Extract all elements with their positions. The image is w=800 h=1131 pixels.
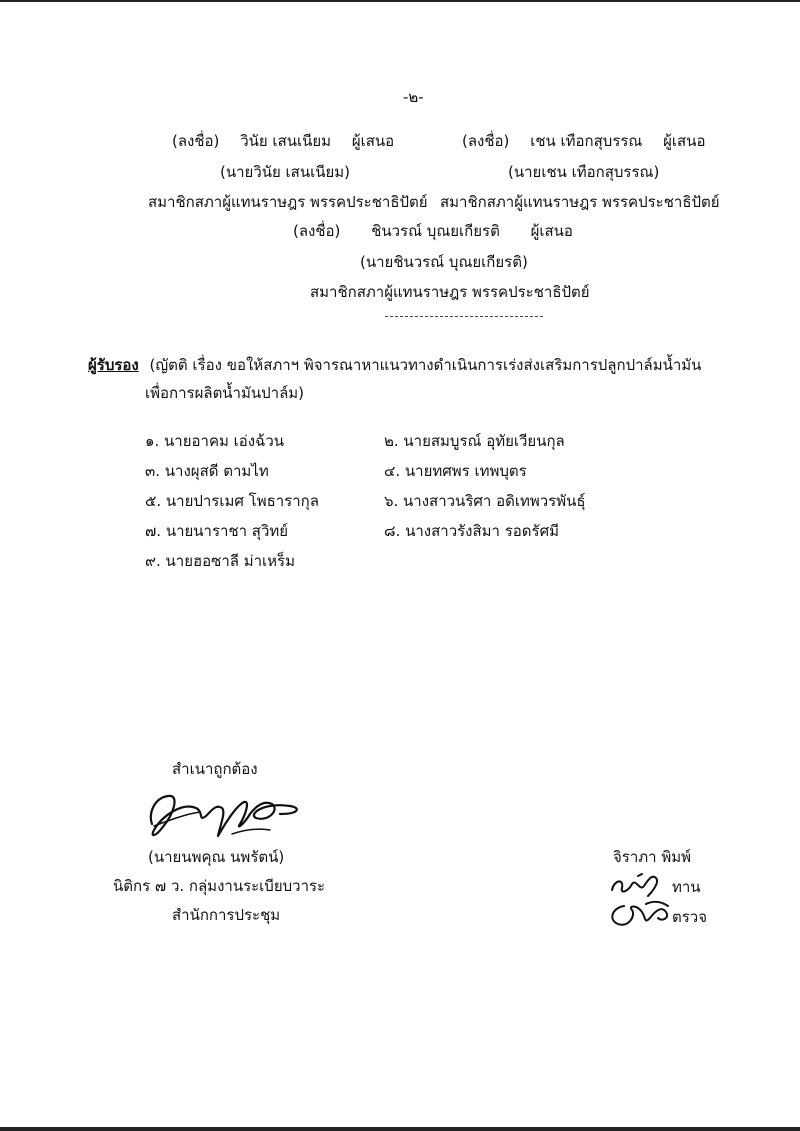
page-top-edge [0,0,800,2]
signer-position-right: สมาชิกสภาผู้แทนราษฎร พรรคประชาธิปัตย์ [440,193,720,211]
endorser-item: ๗. นายนาราชา สุวิทย์ [145,522,289,540]
motion-text-line1: (ญัตติ เรื่อง ขอให้สภาฯ พิจารณาหาแนวทางดำเนินการเร่งส่งเสริมการปลูกปาล์มน้ำมัน [149,356,702,374]
signature-right-line [462,132,705,150]
handwritten-signature [140,784,310,846]
sign-role: ผู้เสนอ [351,132,395,150]
signer-position-center: สมาชิกสภาผู้แทนราษฎร พรรคประชาธิปัตย์ [310,283,590,301]
proofreader-initials [608,870,664,900]
page-number: -๒- [403,88,424,106]
endorser-item: ๙. นายฮอซาลี ม่าเหร็ม [145,552,295,570]
sign-prefix: (ลงชื่อ) [462,132,510,150]
certifier-title: นิติกร ๗ ว. กลุ่มงานระเบียบวาระ [113,877,326,895]
endorsers-header-line [88,356,701,374]
typed-by: จิราภา พิมพ์ [613,848,692,866]
endorsers-heading: ผู้รับรอง [88,356,139,374]
endorser-item: ๕. นายปารเมศ โพธารากุล [145,492,319,510]
endorser-item: ๖. นางสาวนริศา อดิเทพวรพันธุ์ [384,492,586,510]
proof-suffix: ทาน [672,878,701,896]
section-divider [385,316,543,317]
page-bottom-edge [0,1127,800,1131]
endorser-item: ๒. นายสมบูรณ์ อุทัยเวียนกุล [384,432,565,450]
endorser-item: ๔. นายทศพร เทพบุตร [384,462,527,480]
signer-position-left: สมาชิกสภาผู้แทนราษฎร พรรคประชาธิปัตย์ [148,193,428,211]
signer-full-name-right: (นายเชน เทือกสุบรรณ) [508,163,660,181]
certified-label: สำเนาถูกต้อง [172,760,258,778]
sign-name: วินัย เสนเนียม [240,132,332,150]
endorser-item: ๓. นางผุสดี ตามไท [145,462,269,480]
sign-role: ผู้เสนอ [530,222,573,240]
signature-center-line [293,222,573,240]
sign-prefix: (ลงชื่อ) [172,132,220,150]
certifier-name: (นายนพคุณ นพรัตน์) [148,848,285,866]
check-suffix: ตรวจ [672,908,708,926]
sign-role: ผู้เสนอ [663,132,706,150]
signer-full-name-left: (นายวินัย เสนเนียม) [220,163,350,181]
signer-full-name-center: (นายชินวรณ์ บุณยเกียรติ) [360,253,528,271]
checker-initials [606,898,678,932]
certifier-office: สำนักการประชุม [172,906,281,924]
sign-prefix: (ลงชื่อ) [293,222,341,240]
motion-text-line2: เพื่อการผลิตน้ำมันปาล์ม) [145,384,305,402]
sign-name: ชินวรณ์ บุณยเกียรติ [371,222,500,240]
signature-left-line [172,132,394,150]
sign-name: เชน เทือกสุบรรณ [530,132,643,150]
endorser-item: ๘. นางสาวรังสิมา รอดรัศมี [384,522,559,540]
endorser-item: ๑. นายอาคม เอ่งฉ้วน [145,432,284,450]
